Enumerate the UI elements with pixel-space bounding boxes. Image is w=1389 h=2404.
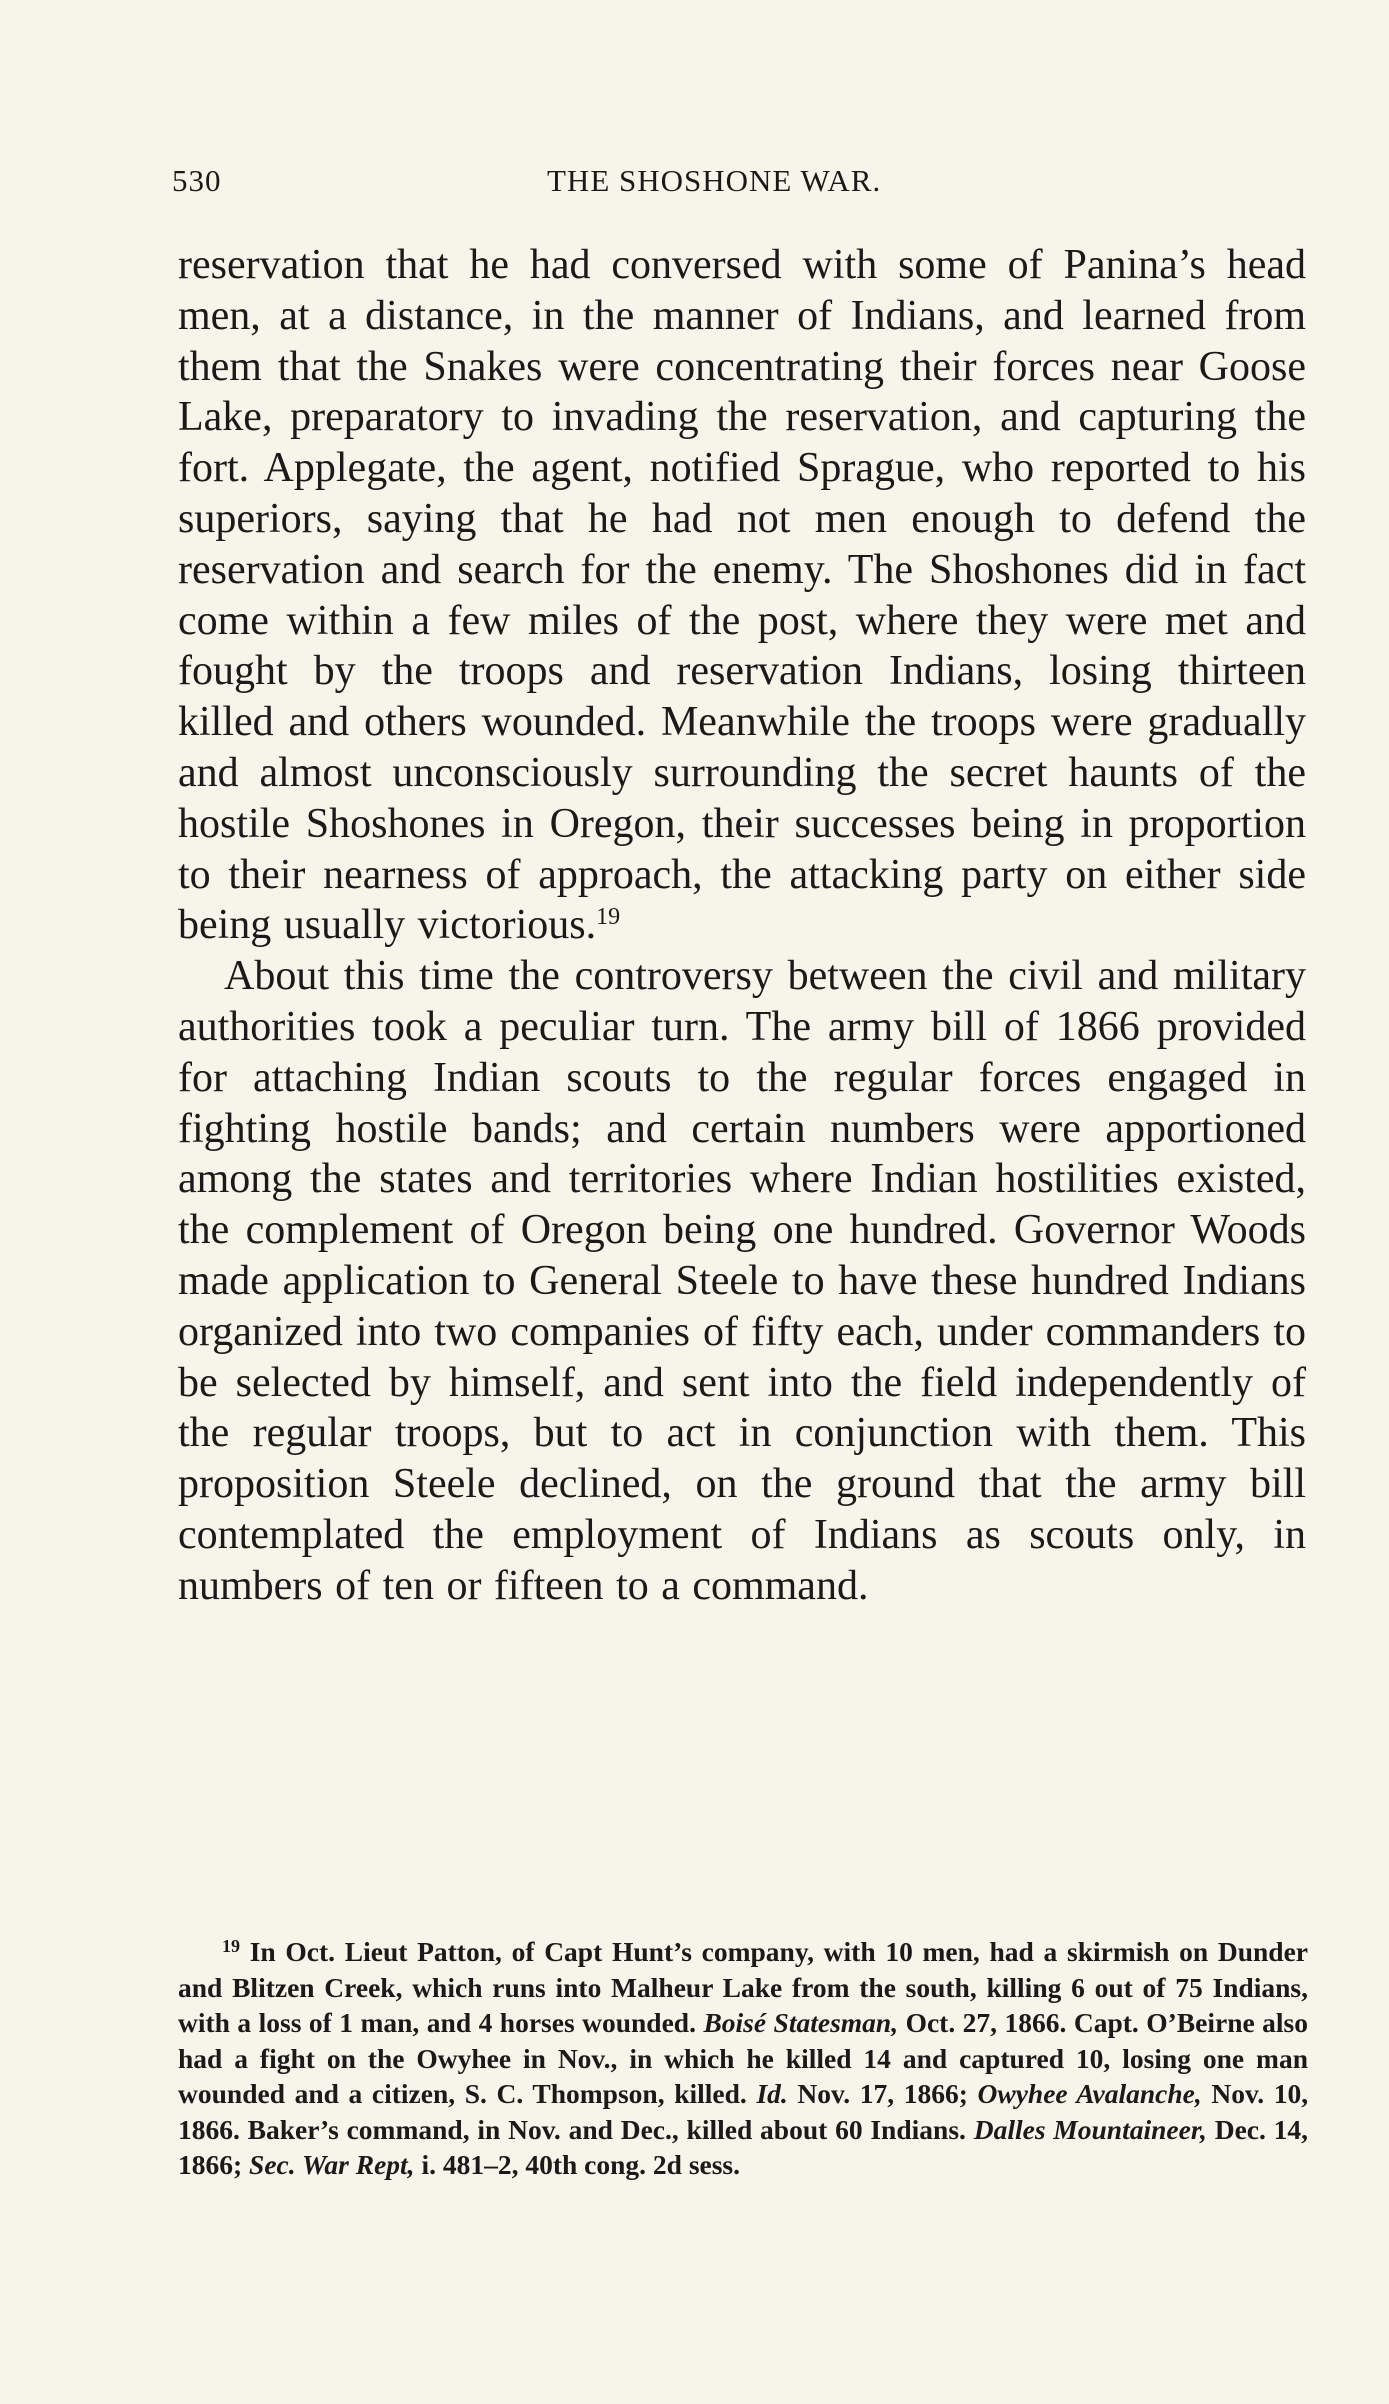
paragraph-1 [178,240,1306,951]
footnote-text: Oct. 27, 1866. Capt. O’Beirne also had a fight on the Owyhee in Nov., in which he killed 14 and captured 10, losing one man wounded and a citizen, S. C. Thompson, killed. [178,2007,1309,2109]
footnote-text: Nov. 17, 1866; [797,2078,968,2109]
footnote-citation: Owyhee Avalanche, [977,2078,1202,2109]
footnote-text: i. 481–2, 40th cong. 2d sess. [421,2149,741,2180]
footnote-citation: Sec. War Rept, [249,2149,415,2180]
footnote-citation: Boisé Statesman, [703,2007,899,2038]
footnote-text: In Oct. Lieut Patton, of Capt Hunt’s company, with 10 men, had a skirmish on Dunder and Blitzen Creek, which runs into Malheur Lake from the south, killing 6 out of 75 Indians, with a loss of 1 man, and 4 horses wounded. [178,1936,1309,2038]
paragraph-1-text: reservation that he had conversed with some of Panina’s head men, at a distance, in the manner of Indians, and learned from them that the Snakes were concentrating their forces near Goose Lake, preparatory to invading the reservation, and capturing the fort. Applegate, the agent, notified Sprague, who reported to his superiors, saying that he had not men enough to defend the reservation and search for the enemy. The Shoshones did in fact come within a few miles of the post, where they were met and fought by the troops and reservation Indians, losing thirteen killed and others wounded. Meanwhile the troops were gradually and almost unconsciously surrounding the secret haunts of the hostile Shoshones in Oregon, their successes being in proportion to their nearness of approach, the attacking party on either side being usually victorious. [178,242,1306,949]
running-title: THE SHOSHONE WAR. [547,163,882,198]
footnote [178,1934,1308,2183]
running-head [172,163,1302,203]
paragraph-2: About this time the controversy between the civil and military authorities took a peculiar turn. The army bill of 1866 provided for attaching Indian scouts to the regular forces engaged in fighting hostile bands; and certain numbers were apportioned among the states and territories where Indian hostilities existed, the complement of Oregon being one hundred. Governor Woods made application to General Steele to have these hundred Indians organized into two companies of fifty each, under commanders to be selected by himself, and sent into the field independently of the regular troops, but to act in conjunction with them. This proposition Steele declined, on the ground that the army bill contemplated the employment of Indians as scouts only, in numbers of ten or fifteen to a command. [178,953,1306,1609]
footnote-text: Dec. 14, 1866; [178,2113,1309,2180]
body-text [178,240,1306,1612]
footnote-number: 19 [222,1936,240,1956]
footnote-citation: Dalles Mountaineer, [973,2113,1207,2145]
footnote-reference: 19 [596,904,621,931]
footnote-text: Nov. 10, 1866. Baker’s command, in Nov. and Dec., killed about 60 Indians. [178,2078,1309,2145]
footnote-citation: Id. [756,2078,788,2109]
page-number: 530 [172,163,222,198]
